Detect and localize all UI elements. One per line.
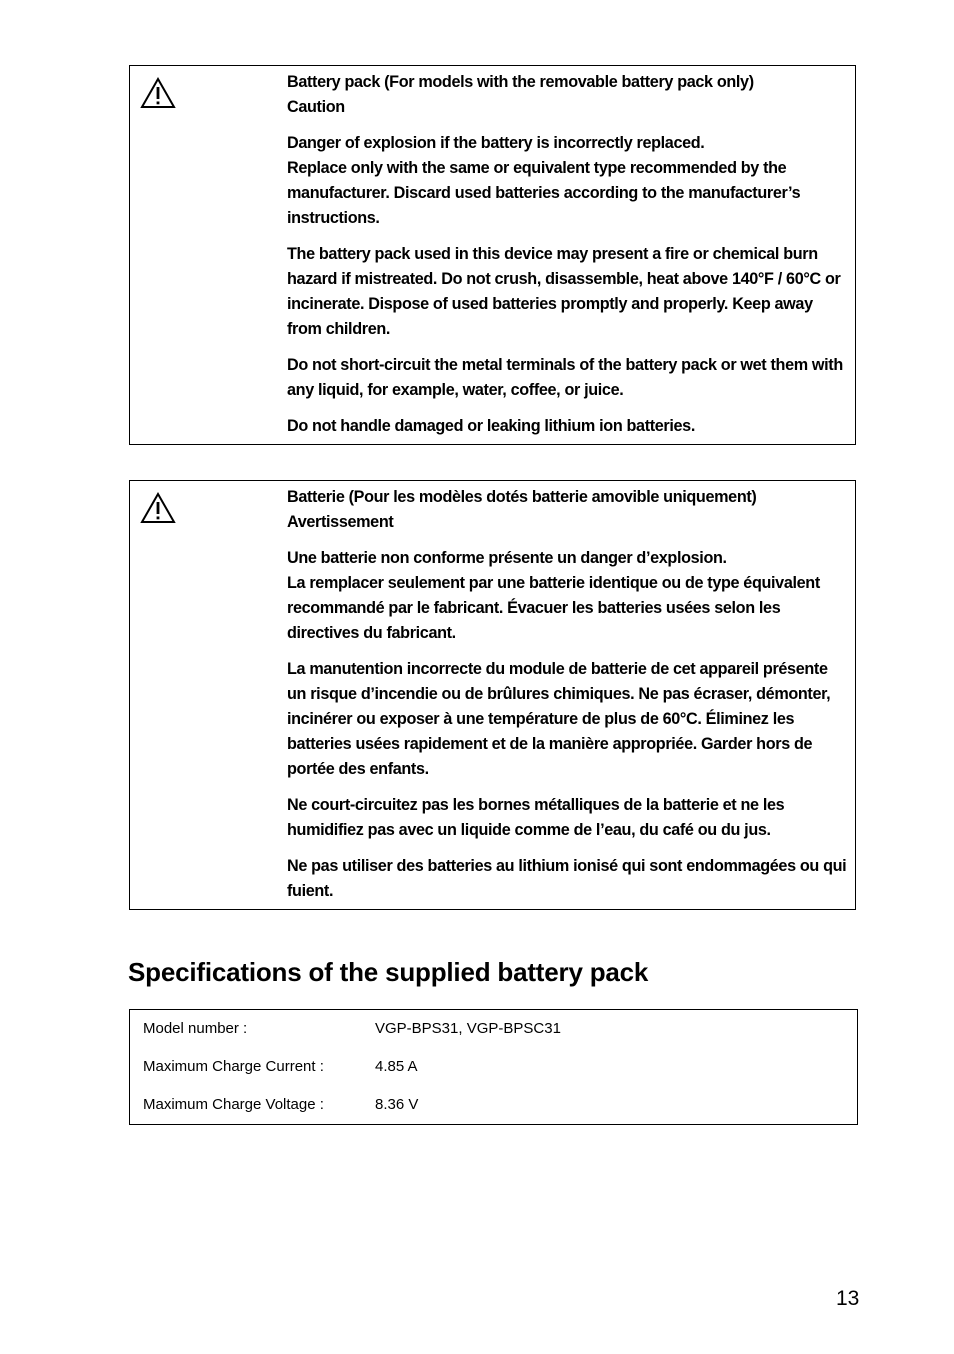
page-number: 13	[836, 1287, 860, 1310]
spec-label: Maximum Charge Current :	[143, 1058, 324, 1075]
warning-paragraph: Ne court-circuitez pas les bornes métalliques de la batterie et ne les humidifiez pas avec un liquide comme de l’eau, du café ou du jus.	[287, 796, 785, 839]
warning-paragraph: Do not short-circuit the metal terminals of the battery pack or wet them with any liquid, for example, water, coffee, or juice.	[287, 356, 843, 399]
warning-paragraph: Ne pas utiliser des batteries au lithium ionisé qui sont endommagées ou qui fuient.	[287, 857, 847, 900]
warning-heading: Batterie (Pour les modèles dotés batterie amovible uniquement)	[287, 488, 757, 506]
warning-heading: Battery pack (For models with the removable battery pack only)	[287, 73, 754, 91]
warning-box-french	[129, 480, 856, 910]
warning-text-french	[287, 485, 847, 915]
warning-paragraph: La manutention incorrecte du module de batterie de cet appareil présente un risque d’incendie ou de brûlures chimiques. Ne pas écraser, démonter, incinérer ou exposer à une température de plus de 60°C. Éliminez les batteries usées rapidement et de la manière appropriée. Garder hors de portée des enfants.	[287, 660, 831, 778]
warning-triangle-icon	[140, 492, 176, 524]
specifications-table	[129, 1009, 858, 1125]
warning-paragraph: Danger of explosion if the battery is incorrectly replaced.	[287, 134, 705, 152]
section-title: Specifications of the supplied battery pack	[128, 957, 649, 987]
warning-paragraph: The battery pack used in this device may present a fire or chemical burn hazard if mistreated. Do not crush, disassemble, heat above 140°F / 60°C or incinerate. Dispose of used batteries promptly and properly. Keep away from children.	[287, 245, 841, 338]
spec-row-charge-voltage	[130, 1086, 857, 1124]
warning-paragraph: Replace only with the same or equivalent type recommended by the manufacturer. Discard used batteries according to the manufacturer’s instructions.	[287, 159, 801, 227]
warning-text-english	[287, 70, 847, 450]
spec-row-charge-current	[130, 1048, 857, 1086]
warning-subheading: Avertissement	[287, 513, 394, 531]
warning-box-english	[129, 65, 856, 445]
spec-value: 4.85 A	[375, 1058, 418, 1075]
warning-subheading: Caution	[287, 98, 345, 116]
spec-label: Model number :	[143, 1020, 248, 1037]
spec-row-model	[130, 1010, 857, 1048]
warning-triangle-icon	[140, 77, 176, 109]
warning-paragraph: La remplacer seulement par une batterie identique ou de type équivalent recommandé par le fabricant. Évacuer les batteries usées selon les directives du fabricant.	[287, 574, 820, 642]
spec-value: 8.36 V	[375, 1096, 419, 1113]
warning-paragraph: Une batterie non conforme présente un danger d’explosion.	[287, 549, 727, 567]
warning-paragraph: Do not handle damaged or leaking lithium ion batteries.	[287, 417, 695, 435]
spec-value: VGP-BPS31, VGP-BPSC31	[375, 1020, 561, 1037]
spec-label: Maximum Charge Voltage :	[143, 1096, 324, 1113]
